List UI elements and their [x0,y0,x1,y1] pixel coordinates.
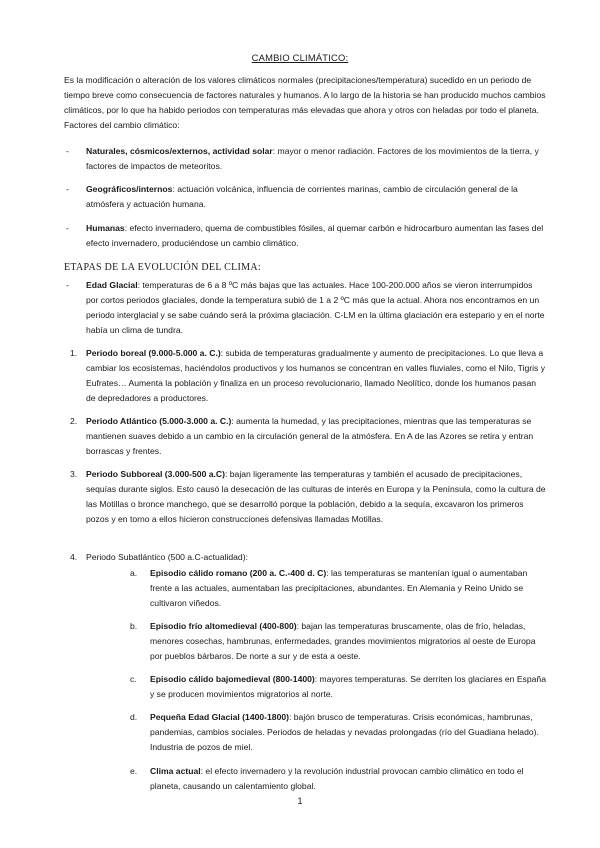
list-letter: d. [130,712,138,722]
list-number: 2. [70,416,78,426]
factor-text: : actuación volcánica, influencia de corrientes marinas, cambio de circulación general de la atmósfera y actuación humana. [86,184,518,209]
list-letter: a. [130,568,138,578]
episode-label: Episodio frío altomedieval (400-800) [150,621,297,631]
page-number: 1 [297,796,303,806]
list-dash: - [66,146,69,156]
glacial-label: Edad Glacial [86,280,138,290]
episode-label: Pequeña Edad Glacial (1400-1800) [150,712,289,722]
episode-text: : el efecto invernadero y la revolución industrial provocan cambio climático en todo el planeta, causando un calentamiento global. [150,766,524,791]
factor-text: : efecto invernadero, quema de combustibles fósiles, al quemar carbón e hidrocarburo aumentan las fases del efecto invernadero, produciéndose un cambio climático. [86,223,544,248]
period-text: Periodo Subatlántico (500 a.C-actualidad): [86,552,248,562]
factor-label: Naturales, cósmicos/externos, actividad solar [86,146,273,156]
list-letter: b. [130,621,138,631]
period-label: Periodo Subboreal (3.000-500 a.C) [86,469,225,479]
list-dash: - [66,280,69,290]
period-label: Periodo Atlántico (5.000-3.000 a. C.) [86,416,232,426]
list-dash: - [66,184,69,194]
page-title: CAMBIO CLIMÁTICO: [251,52,349,63]
episode-label: Clima actual [150,766,201,776]
section-heading: ETAPAS DE LA EVOLUCIÓN DEL CLIMA: [64,262,261,273]
list-letter: e. [130,766,138,776]
episode-text: : las temperaturas se mantenían igual o aumentaban frente a las actuales, aumentaban las precipitaciones, abundantes. En Alemania y Reino Unido se cultivaron viñedos. [150,568,528,608]
period-text: : bajan ligeramente las temperaturas y también el acusado de precipitaciones, sequías durante siglos. Esto causó la desecación de las culturas de interés en Europa y la Península, como la cultura de las Motillas o bronce manchego, que se desarrolló porque la población, debido a la sequía, excavaron los primeros pozos y en torno a ellos hicieron construcciones defensivas llamadas Motillas. [86,469,546,524]
period-label: Periodo boreal (9.000-5.000 a. C.) [86,348,221,358]
list-dash: - [66,223,69,233]
list-letter: c. [130,674,137,684]
episode-text: : bajón brusco de temperaturas. Crisis económicas, hambrunas, pandemias, cambios sociales. Periodos de heladas y nevadas prolongadas (río del Guadiana helado). Industria de pozos de miel. [150,712,539,752]
episode-text: : bajan las temperaturas bruscamente, olas de frío, heladas, menores cosechas, hambrunas, enfermedades, grandes movimientos migratorios al oeste de Europa por pueblos bárbaros. De norte a sur y de esta a oeste. [150,621,536,661]
list-number: 4. [70,552,78,562]
glacial-text: : temperaturas de 6 a 8 ºC más bajas que las actuales. Hace 100-200.000 años se vieron interrumpidos por cortos periodos glaciales, donde la temperatura subió de 1 a 2 ºC más que la actual. Ahora nos encontramos en un periodo interglacial y se sabe cuándo será la próxima glaciación. C-LM en la última glaciación era estepario y en el norte había un clima de tundra. [86,280,545,335]
episode-text: : mayores temperaturas. Se derriten los glaciares en España y se producen movimientos migratorios al norte. [150,674,546,699]
episode-label: Episodio cálido bajomedieval (800-1400) [150,674,315,684]
list-number: 1. [70,348,78,358]
intro-paragraph: Es la modificación o alteración de los valores climáticos normales (precipitaciones/temperatura) sucedido en un periodo de tiempo breve como consecuencia de factores naturales y humanos. A lo largo de la historia se han producido muchos cambios climáticos, por lo que ha habido periodos con temperaturas más elevadas que ahora y otros con heladas por todo el planeta. Factores del cambio climático: [64,75,546,130]
factor-label: Humanas [86,223,125,233]
factor-text: : mayor o menor radiación. Factores de los movimientos de la tierra, y factores de impactos de meteoritos. [86,146,539,171]
list-number: 3. [70,469,78,479]
episode-label: Episodio cálido romano (200 a. C.-400 d. C) [150,568,327,578]
period-text: : aumenta la humedad, y las precipitaciones, mientras que las temperaturas se mantienen suaves debido a un cambio en la circulación general de la atmósfera. En A de las Azores se retira y entran borrascas y frentes. [86,416,534,456]
factor-label: Geográficos/internos [86,184,173,194]
period-text: : subida de temperaturas gradualmente y aumento de precipitaciones. Lo que lleva a cambiar los ecosistemas, haciéndolos productivos y los humanos se concentran en valles fluviales, como el Nilo, Tigris y Eufrates… Aumenta la población y finaliza en un proceso revolucionario, llamado Neolítico, donde los humanos pasan de depredadores a productores. [86,348,546,403]
